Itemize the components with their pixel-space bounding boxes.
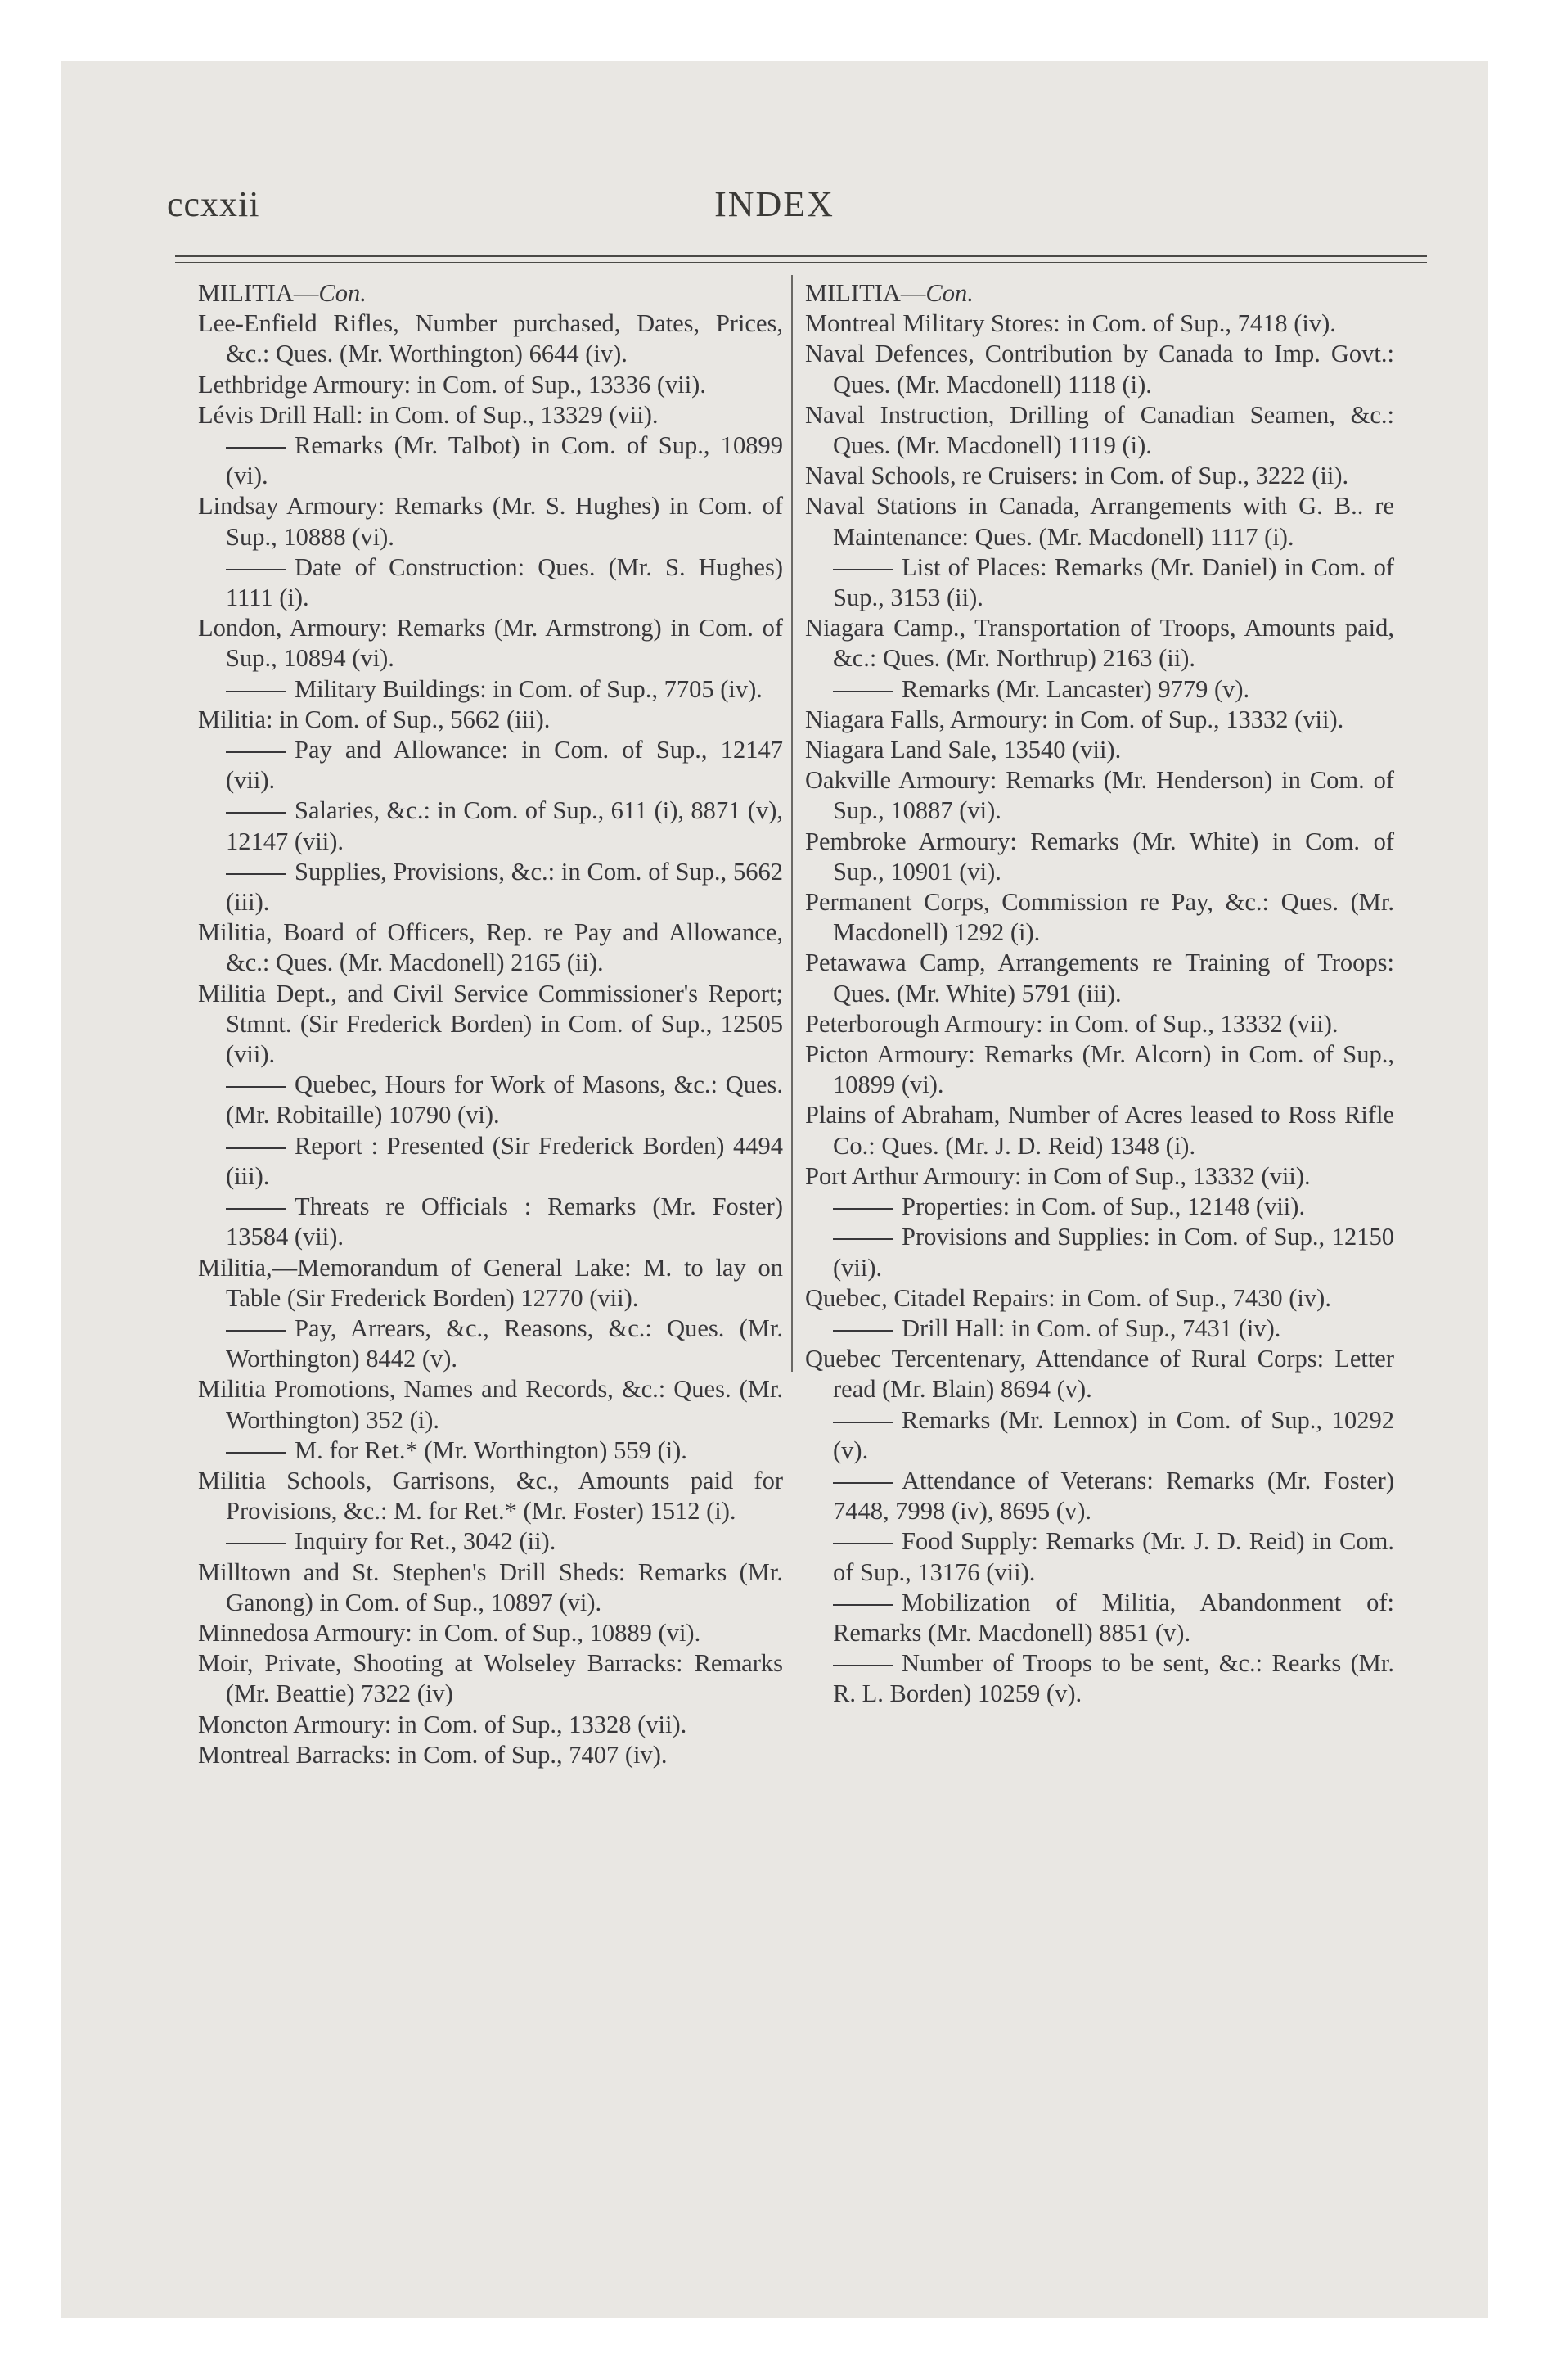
index-subentry bbox=[198, 796, 783, 856]
entry-text: Lévis Drill Hall: in Com. of Sup., 13329 (vii). bbox=[198, 400, 659, 429]
index-subentry bbox=[198, 1436, 783, 1466]
entry-text: Pay, Arrears, &c., Reasons, &c.: Ques. (Mr. Worthington) 8442 (v). bbox=[226, 1314, 783, 1373]
index-entry bbox=[198, 370, 783, 400]
right-column bbox=[805, 278, 1394, 1710]
ditto-dash bbox=[226, 569, 286, 570]
index-entry bbox=[805, 400, 1394, 461]
entry-text: Naval Defences, Contribution by Canada to Imp. Govt.: Ques. (Mr. Macdonell) 1118 (i). bbox=[805, 340, 1394, 399]
entry-text: Inquiry for Ret., 3042 (ii). bbox=[295, 1527, 556, 1556]
ditto-dash bbox=[833, 1604, 893, 1606]
entry-text: Montreal Barracks: in Com. of Sup., 7407 (iv). bbox=[198, 1740, 668, 1769]
ditto-dash bbox=[226, 1452, 286, 1454]
entry-text: Attendance of Veterans: Remarks (Mr. Foster) 7448, 7998 (iv), 8695 (v). bbox=[833, 1466, 1394, 1526]
index-subentry bbox=[805, 1648, 1394, 1709]
entry-text: Pay and Allowance: in Com. of Sup., 12147 (vii). bbox=[226, 736, 783, 795]
index-entry bbox=[198, 1740, 783, 1770]
index-entry bbox=[805, 887, 1394, 948]
entry-text: Militia,—Memorandum of General Lake: M. to lay on Table (Sir Frederick Borden) 12770 (vii). bbox=[198, 1253, 783, 1312]
index-subentry bbox=[805, 674, 1394, 705]
entry-text: Moncton Armoury: in Com. of Sup., 13328 (vii). bbox=[198, 1710, 687, 1738]
entry-text: Lethbridge Armoury: in Com. of Sup., 13336 (vii). bbox=[198, 370, 706, 399]
header-rule bbox=[175, 255, 1427, 257]
index-subentry bbox=[198, 1131, 783, 1192]
entry-text: Number of Troops to be sent, &c.: Rearks (Mr. R. L. Borden) 10259 (v). bbox=[833, 1649, 1394, 1708]
entry-text: Quebec Tercentenary, Attendance of Rural Corps: Letter read (Mr. Blain) 8694 (v). bbox=[805, 1345, 1394, 1404]
ditto-dash bbox=[833, 569, 893, 570]
index-entry bbox=[805, 1161, 1394, 1192]
entry-text: Militia Dept., and Civil Service Commissioner's Report; Stmnt. (Sir Frederick Borden) in Com. of Sup., 12505 (vii). bbox=[198, 979, 783, 1069]
ditto-dash bbox=[833, 1543, 893, 1544]
index-entry bbox=[198, 613, 783, 674]
entry-text: Militia, Board of Officers, Rep. re Pay and Allowance, &c.: Ques. (Mr. Macdonell) 2165 (ii). bbox=[198, 918, 783, 977]
index-subentry bbox=[805, 1526, 1394, 1587]
entry-text: Plains of Abraham, Number of Acres leased to Ross Rifle Co.: Ques. (Mr. J. D. Reid) 1348 (i). bbox=[805, 1101, 1394, 1160]
entry-list bbox=[805, 309, 1394, 1709]
ditto-dash bbox=[226, 751, 286, 753]
index-entry bbox=[805, 613, 1394, 674]
ditto-dash bbox=[226, 691, 286, 692]
index-subentry bbox=[198, 552, 783, 613]
entry-text: Milltown and St. Stephen's Drill Sheds: Remarks (Mr. Ganong) in Com. of Sup., 10897 (vi). bbox=[198, 1557, 783, 1616]
entry-text: Niagara Camp., Transportation of Troops, Amounts paid, &c.: Ques. (Mr. Northrup) 2163 (ii). bbox=[805, 614, 1394, 673]
entry-list bbox=[198, 309, 783, 1770]
index-entry bbox=[198, 979, 783, 1071]
entry-text: Properties: in Com. of Sup., 12148 (vii). bbox=[902, 1192, 1306, 1221]
index-subentry bbox=[805, 1192, 1394, 1222]
index-entry bbox=[198, 1710, 783, 1740]
entry-text: Peterborough Armoury: in Com. of Sup., 13332 (vii). bbox=[805, 1009, 1339, 1038]
index-subentry bbox=[805, 1588, 1394, 1648]
index-entry bbox=[198, 1374, 783, 1435]
ditto-dash bbox=[833, 691, 893, 692]
index-entry bbox=[198, 1466, 783, 1526]
index-entry bbox=[805, 1009, 1394, 1039]
index-subentry bbox=[198, 735, 783, 796]
index-entry bbox=[805, 1100, 1394, 1161]
index-entry bbox=[805, 735, 1394, 765]
index-subentry bbox=[198, 1314, 783, 1374]
ditto-dash bbox=[833, 1665, 893, 1666]
entry-text: Mobilization of Militia, Abandonment of: Remarks (Mr. Macdonell) 8851 (v). bbox=[833, 1588, 1394, 1647]
entry-text: Naval Instruction, Drilling of Canadian Seamen, &c.: Ques. (Mr. Macdonell) 1119 (i). bbox=[805, 400, 1394, 460]
index-entry bbox=[198, 1648, 783, 1709]
page-number: ccxxii bbox=[167, 184, 260, 224]
entry-text: Drill Hall: in Com. of Sup., 7431 (iv). bbox=[902, 1314, 1281, 1342]
index-entry bbox=[198, 400, 783, 430]
ditto-dash bbox=[226, 1543, 286, 1544]
ditto-dash bbox=[226, 1147, 286, 1149]
index-subentry bbox=[198, 857, 783, 917]
index-entry bbox=[198, 309, 783, 369]
entry-text: M. for Ret.* (Mr. Worthington) 559 (i). bbox=[295, 1436, 687, 1464]
entry-text: Moir, Private, Shooting at Wolseley Barracks: Remarks (Mr. Beattie) 7322 (iv) bbox=[198, 1649, 783, 1708]
entry-text: Petawawa Camp, Arrangements re Training of Troops: Ques. (Mr. White) 5791 (iii). bbox=[805, 949, 1394, 1007]
entry-text: London, Armoury: Remarks (Mr. Armstrong) in Com. of Sup., 10894 (vi). bbox=[198, 614, 783, 673]
section-heading bbox=[805, 278, 1394, 309]
entry-text: Supplies, Provisions, &c.: in Com. of Sup., 5662 (iii). bbox=[226, 857, 783, 917]
ditto-dash bbox=[833, 1482, 893, 1484]
index-subentry bbox=[198, 1192, 783, 1252]
index-entry bbox=[198, 491, 783, 552]
entry-text: Remarks (Mr. Lancaster) 9779 (v). bbox=[902, 674, 1250, 703]
entry-text: Quebec, Hours for Work of Masons, &c.: Ques. (Mr. Robitaille) 10790 (vi). bbox=[226, 1071, 783, 1129]
section-heading-text: MILITIA— bbox=[805, 279, 926, 307]
index-entry bbox=[805, 1039, 1394, 1100]
ditto-dash bbox=[226, 873, 286, 875]
index-entry bbox=[805, 1344, 1394, 1404]
entry-text: Military Buildings: in Com. of Sup., 7705 (iv). bbox=[295, 674, 763, 703]
index-entry bbox=[198, 917, 783, 978]
ditto-dash bbox=[226, 1208, 286, 1210]
section-heading-cont: Con. bbox=[925, 279, 974, 307]
page-title: INDEX bbox=[714, 184, 835, 224]
entry-text: Militia: in Com. of Sup., 5662 (iii). bbox=[198, 705, 551, 733]
index-entry bbox=[198, 1253, 783, 1314]
entry-text: Militia Schools, Garrisons, &c., Amounts paid for Provisions, &c.: M. for Ret.* (Mr. Foster) 1512 (i). bbox=[198, 1466, 783, 1526]
entry-text: Remarks (Mr. Lennox) in Com. of Sup., 10292 (v). bbox=[833, 1405, 1394, 1464]
index-subentry bbox=[198, 430, 783, 491]
index-entry bbox=[805, 765, 1394, 826]
index-subentry bbox=[805, 1314, 1394, 1344]
index-subentry bbox=[198, 1526, 783, 1557]
index-subentry bbox=[805, 1405, 1394, 1466]
section-heading-cont: Con. bbox=[318, 279, 367, 307]
ditto-dash bbox=[833, 1238, 893, 1240]
entry-text: List of Places: Remarks (Mr. Daniel) in Com. of Sup., 3153 (ii). bbox=[833, 552, 1394, 612]
ditto-dash bbox=[226, 812, 286, 814]
index-entry bbox=[805, 491, 1394, 552]
entry-text: Salaries, &c.: in Com. of Sup., 611 (i), 8871 (v), 12147 (vii). bbox=[226, 796, 783, 855]
scanned-page bbox=[61, 61, 1488, 2318]
section-heading bbox=[198, 278, 783, 309]
entry-text: Remarks (Mr. Talbot) in Com. of Sup., 10899 (vi). bbox=[226, 431, 783, 490]
entry-text: Niagara Falls, Armoury: in Com. of Sup., 13332 (vii). bbox=[805, 705, 1344, 733]
index-entry bbox=[198, 1618, 783, 1648]
entry-text: Lee-Enfield Rifles, Number purchased, Dates, Prices, &c.: Ques. (Mr. Worthington) 6644 (iv). bbox=[198, 309, 783, 368]
index-entry bbox=[198, 1557, 783, 1618]
entry-text: Naval Stations in Canada, Arrangements with G. B.. re Maintenance: Ques. (Mr. Macdonell) 1117 (i). bbox=[805, 492, 1394, 551]
ditto-dash bbox=[833, 1422, 893, 1423]
page-header bbox=[61, 183, 1488, 232]
ditto-dash bbox=[226, 1086, 286, 1088]
index-subentry bbox=[198, 1070, 783, 1130]
entry-text: Port Arthur Armoury: in Com of Sup., 13332 (vii). bbox=[805, 1161, 1311, 1190]
left-column bbox=[198, 278, 783, 1770]
entry-text: Minnedosa Armoury: in Com. of Sup., 10889 (vi). bbox=[198, 1618, 701, 1647]
entry-text: Permanent Corps, Commission re Pay, &c.: Ques. (Mr. Macdonell) 1292 (i). bbox=[805, 888, 1394, 947]
ditto-dash bbox=[226, 447, 286, 449]
index-entry bbox=[805, 339, 1394, 399]
entry-text: Provisions and Supplies: in Com. of Sup., 12150 (vii). bbox=[833, 1223, 1394, 1282]
entry-text: Montreal Military Stores: in Com. of Sup., 7418 (iv). bbox=[805, 309, 1336, 338]
index-entry bbox=[805, 1283, 1394, 1314]
entry-text: Lindsay Armoury: Remarks (Mr. S. Hughes) in Com. of Sup., 10888 (vi). bbox=[198, 492, 783, 551]
entry-text: Pembroke Armoury: Remarks (Mr. White) in Com. of Sup., 10901 (vi). bbox=[805, 827, 1394, 886]
entry-text: Food Supply: Remarks (Mr. J. D. Reid) in Com. of Sup., 13176 (vii). bbox=[833, 1527, 1394, 1586]
entry-text: Militia Promotions, Names and Records, &c.: Ques. (Mr. Worthington) 352 (i). bbox=[198, 1375, 783, 1434]
section-heading-text: MILITIA— bbox=[198, 279, 319, 307]
index-entry bbox=[805, 309, 1394, 339]
entry-text: Report : Presented (Sir Frederick Borden) 4494 (iii). bbox=[226, 1131, 783, 1190]
index-subentry bbox=[805, 1466, 1394, 1526]
entry-text: Naval Schools, re Cruisers: in Com. of Sup., 3222 (ii). bbox=[805, 462, 1349, 490]
index-subentry bbox=[198, 674, 783, 705]
index-entry bbox=[805, 705, 1394, 735]
ditto-dash bbox=[226, 1330, 286, 1332]
index-entry bbox=[198, 705, 783, 735]
ditto-dash bbox=[833, 1330, 893, 1332]
entry-text: Threats re Officials : Remarks (Mr. Foster) 13584 (vii). bbox=[226, 1192, 783, 1251]
column-divider bbox=[791, 275, 793, 1372]
entry-text: Quebec, Citadel Repairs: in Com. of Sup., 7430 (iv). bbox=[805, 1283, 1331, 1312]
entry-text: Picton Armoury: Remarks (Mr. Alcorn) in Com. of Sup., 10899 (vi). bbox=[805, 1040, 1394, 1099]
index-subentry bbox=[805, 1222, 1394, 1282]
index-subentry bbox=[805, 552, 1394, 613]
entry-text: Oakville Armoury: Remarks (Mr. Henderson) in Com. of Sup., 10887 (vi). bbox=[805, 766, 1394, 825]
index-entry bbox=[805, 461, 1394, 491]
header-rule-thin bbox=[175, 262, 1427, 263]
index-entry bbox=[805, 827, 1394, 887]
ditto-dash bbox=[833, 1208, 893, 1210]
index-entry bbox=[805, 948, 1394, 1008]
entry-text: Niagara Land Sale, 13540 (vii). bbox=[805, 736, 1122, 764]
entry-text: Date of Construction: Ques. (Mr. S. Hughes) 1111 (i). bbox=[226, 552, 783, 612]
